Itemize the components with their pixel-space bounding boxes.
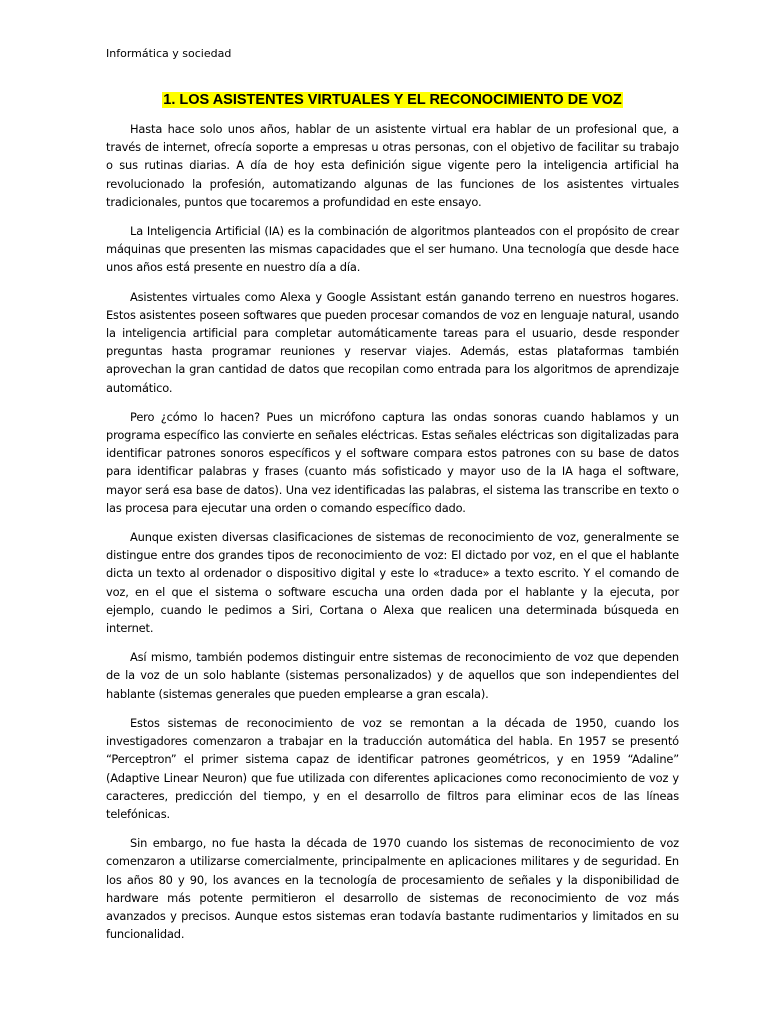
running-header: Informática y sociedad (106, 47, 232, 60)
paragraph: Hasta hace solo unos años, hablar de un asistente virtual era hablar de un profesional que, a través de internet, ofrecía soporte a empresas u otras personas, con el objetivo de facilitar su trabajo o sus rutinas diarias. A día de hoy esta definición sigue vigente pero la inteligencia artificial ha revolucionado la profesión, automatizando algunas de las funciones de los asistentes virtuales tradicionales, puntos que tocaremos a profundidad en este ensayo. (106, 122, 679, 209)
body-text (106, 120, 679, 954)
paragraph: Aunque existen diversas clasificaciones de sistemas de reconocimiento de voz, generalmente se distingue entre dos grandes tipos de reconocimiento de voz: El dictado por voz, en el que el hablante dicta un texto al ordenador o dispositivo digital y este lo «traduce» a texto escrito. Y el comando de voz, en el que el sistema o software escucha una orden dada por el hablante y la ejecuta, por ejemplo, cuando le pedimos a Siri, Cortana o Alexa que realicen una determinada búsqueda en internet. (106, 530, 679, 636)
section-title (106, 92, 679, 108)
paragraph: Así mismo, también podemos distinguir entre sistemas de reconocimiento de voz que dependen de la voz de un solo hablante (sistemas personalizados) y de aquellos que son independientes del hablante (sistemas generales que pueden emplearse a gran escala). (106, 650, 679, 701)
paragraph: Sin embargo, no fue hasta la década de 1970 cuando los sistemas de reconocimiento de voz comenzaron a utilizarse comercialmente, principalmente en aplicaciones militares y de seguridad. En los años 80 y 90, los avances en la tecnología de procesamiento de señales y la disponibilidad de hardware más potente permitieron el desarrollo de sistemas de reconocimiento de voz más avanzados y precisos. Aunque estos sistemas eran todavía bastante rudimentarios y limitados en su funcionalidad. (106, 836, 679, 942)
paragraph: Asistentes virtuales como Alexa y Google Assistant están ganando terreno en nuestros hogares. Estos asistentes poseen softwares que pueden procesar comandos de voz en lenguaje natural, usando la inteligencia artificial para completar automáticamente tareas para el usuario, desde responder preguntas hasta programar reuniones y reservar viajes. Además, estas plataformas también aprovechan la gran cantidad de datos que recopilan como entrada para los algoritmos de aprendizaje automático. (106, 289, 679, 395)
section-title-text: 1. LOS ASISTENTES VIRTUALES Y EL RECONOCIMIENTO DE VOZ (163, 92, 622, 108)
paragraph: Estos sistemas de reconocimiento de voz se remontan a la década de 1950, cuando los investigadores comenzaron a trabajar en la traducción automática del habla. En 1957 se presentó “Perceptron” el primer sistema capaz de identificar patrones geométricos, y en 1959 “Adaline” (Adaptive Linear Neuron) que fue utilizada con diferentes aplicaciones como reconocimiento de voz y caracteres, predicción del tiempo, y en el desarrollo de filtros para eliminar ecos de las líneas telefónicas. (106, 715, 679, 821)
paragraph: Pero ¿cómo lo hacen? Pues un micrófono captura las ondas sonoras cuando hablamos y un programa específico las convierte en señales eléctricas. Estas señales eléctricas son digitalizadas para identificar patrones sonoros específicos y el software compara estos patrones con su base de datos para identificar palabras y frases (cuanto más sofisticado y mayor uso de la IA haga el software, mayor será esa base de datos). Una vez identificadas las palabras, el sistema las transcribe en texto o las procesa para ejecutar una orden o comando específico dado. (106, 409, 679, 515)
paragraph: La Inteligencia Artificial (IA) es la combinación de algoritmos planteados con el propósito de crear máquinas que presenten las mismas capacidades que el ser humano. Una tecnología que desde hace unos años está presente en nuestro día a día. (106, 224, 679, 275)
